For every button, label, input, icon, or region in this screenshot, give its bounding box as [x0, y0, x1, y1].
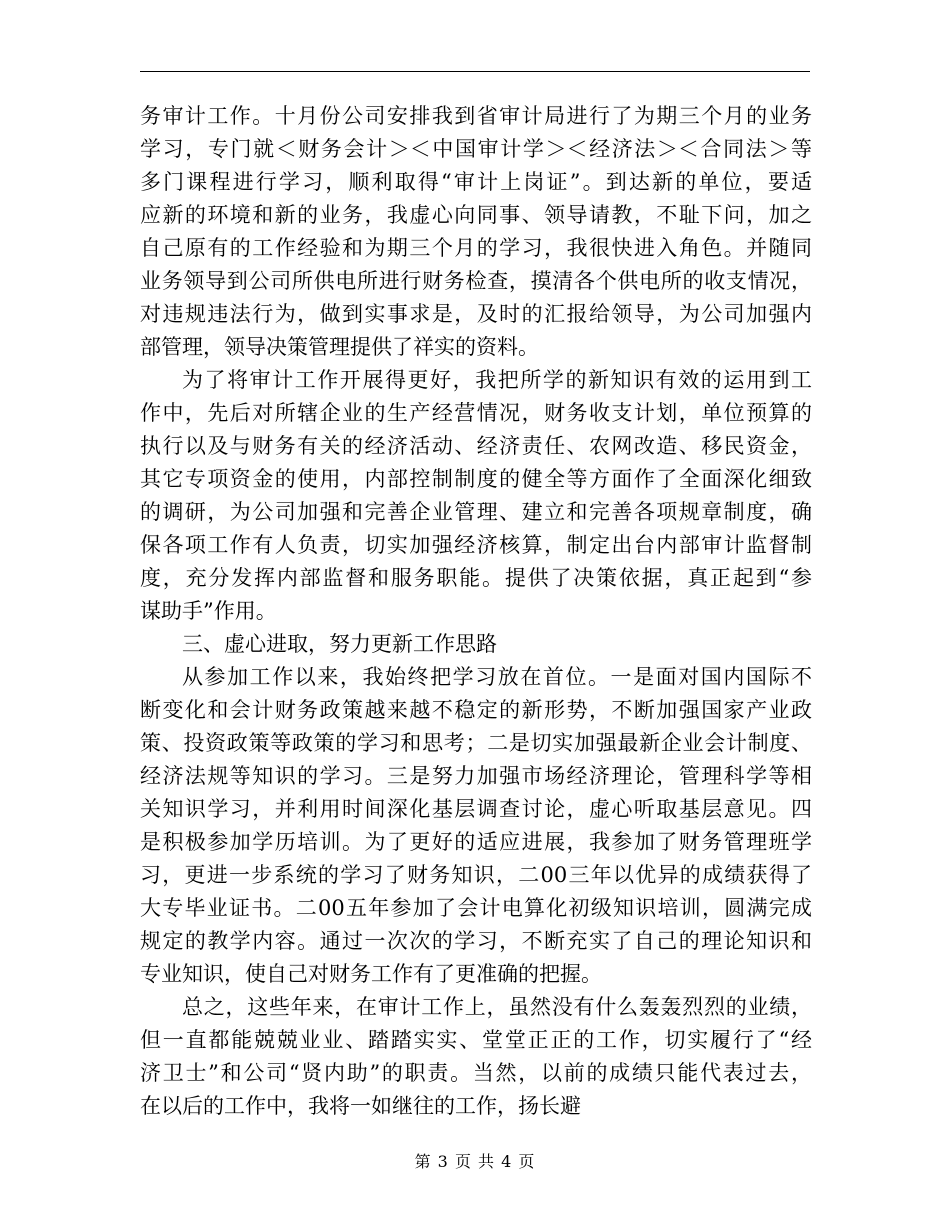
text-line: 经济法规等知识的学习。三是努力加强市场经济理论，管理科学等相	[140, 764, 812, 788]
text-line: 从参加工作以来，我始终把学习放在首位。一是面对国内国际不	[182, 665, 812, 689]
text-line: 为了将审计工作开展得更好，我把所学的新知识有效的运用到工	[182, 368, 812, 392]
text-line: 规定的教学内容。通过一次次的学习，不断充实了自己的理论知识和	[140, 929, 812, 953]
text-line: 度，充分发挥内部监督和服务职能。提供了决策依据，真正起到“参	[140, 566, 812, 590]
text-line: 作中，先后对所辖企业的生产经营情况，财务收支计划，单位预算的	[140, 401, 812, 425]
text-line: 对违规违法行为，做到实事求是，及时的汇报给领导，为公司加强内	[140, 302, 812, 326]
text-line: 策、投资政策等政策的学习和思考；二是切实加强最新企业会计制度、	[140, 731, 812, 755]
text-line: 习，更进一步系统的学习了财务知识，二00三年以优异的成绩获得了	[140, 863, 812, 887]
text-line: 关知识学习，并利用时间深化基层调查讨论，虚心听取基层意见。四	[140, 797, 812, 821]
header-rule	[140, 71, 810, 72]
document-body	[140, 100, 812, 1123]
text-line: 专业知识，使自己对财务工作有了更准确的把握。	[140, 962, 602, 986]
text-line: 多门课程进行学习，顺利取得“审计上岗证”。到达新的单位，要适	[140, 170, 812, 194]
text-line: 其它专项资金的使用，内部控制制度的健全等方面作了全面深化细致	[140, 467, 812, 491]
text-line: 业务领导到公司所供电所进行财务检查，摸清各个供电所的收支情况，	[140, 269, 812, 293]
text-line: 大专毕业证书。二00五年参加了会计电算化初级知识培训，圆满完成	[140, 896, 812, 920]
text-line: 执行以及与财务有关的经济活动、经济责任、农网改造、移民资金，	[140, 434, 812, 458]
text-line: 保各项工作有人负责，切实加强经济核算，制定出台内部审计监督制	[140, 533, 812, 557]
text-line: 应新的环境和新的业务，我虚心向同事、领导请教，不耻下问，加之	[140, 203, 812, 227]
text-line: 是积极参加学历培训。为了更好的适应进展，我参加了财务管理班学	[140, 830, 812, 854]
text-line: 部管理，领导决策管理提供了祥实的资料。	[140, 335, 539, 359]
text-line: 自己原有的工作经验和为期三个月的学习，我很快进入角色。并随同	[140, 236, 812, 260]
text-line: 学习，专门就＜财务会计＞＜中国审计学＞＜经济法＞＜合同法＞等	[140, 137, 812, 161]
text-line: 济卫士”和公司“贤内助”的职责。当然，以前的成绩只能代表过去，	[140, 1061, 812, 1085]
text-line: 但一直都能兢兢业业、踏踏实实、堂堂正正的工作，切实履行了“经	[140, 1028, 812, 1052]
text-line: 断变化和会计财务政策越来越不稳定的新形势，不断加强国家产业政	[140, 698, 812, 722]
text-line: 谋助手”作用。	[140, 599, 277, 623]
text-line: 三、虚心进取，努力更新工作思路	[182, 632, 497, 656]
text-line: 的调研，为公司加强和完善企业管理、建立和完善各项规章制度，确	[140, 500, 812, 524]
text-line: 务审计工作。十月份公司安排我到省审计局进行了为期三个月的业务	[140, 104, 812, 128]
page-number-footer: 第 3 页 共 4 页	[414, 1152, 536, 1171]
text-line: 在以后的工作中，我将一如继往的工作，扬长避	[140, 1094, 581, 1118]
text-line: 总之，这些年来，在审计工作上，虽然没有什么轰轰烈烈的业绩，	[182, 995, 812, 1019]
